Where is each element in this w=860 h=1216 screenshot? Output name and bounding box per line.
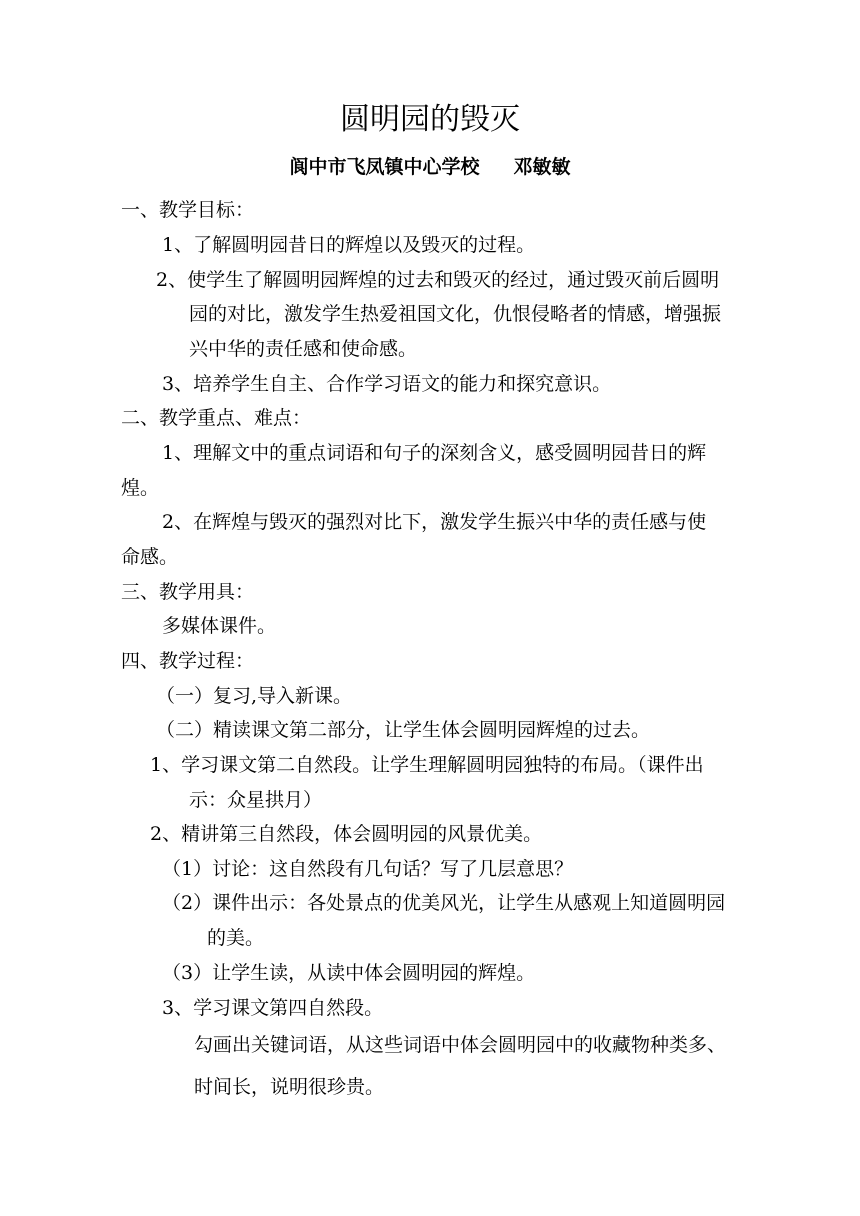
paragraph-line: 1、学习课文第二自然段。让学生理解圆明园独特的布局。（课件出 xyxy=(150,754,704,776)
paragraph-line: 园的对比，激发学生热爱祖国文化，仇恨侵略者的情感，增强振 xyxy=(189,303,722,325)
paragraph-line: 2、使学生了解圆明园辉煌的过去和毁灭的经过，通过毁灭前后圆明 xyxy=(156,269,720,291)
paragraph-line: 1、了解圆明园昔日的辉煌以及毁灭的过程。 xyxy=(162,234,536,256)
paragraph-line: 时间长，说明很珍贵。 xyxy=(194,1076,385,1098)
author-school: 阆中市飞凤镇中心学校 xyxy=(289,156,480,178)
paragraph-line: （二）精读课文第二部分，让学生体会圆明园辉煌的过去。 xyxy=(156,719,651,741)
section-heading: 四、教学过程： xyxy=(121,650,255,672)
paragraph-line: 多媒体课件。 xyxy=(162,615,277,637)
paragraph-line: （2）课件出示：各处景点的优美风光，让学生从感观上知道圆明园 xyxy=(162,892,726,914)
paragraph-line: 示：众星拱月） xyxy=(189,789,323,811)
paragraph-line: 3、学习课文第四自然段。 xyxy=(162,997,384,1019)
paragraph-line: 的美。 xyxy=(207,927,265,949)
paragraph-line: 命感。 xyxy=(121,546,179,568)
paragraph-line: （3）让学生读，从读中体会圆明园的辉煌。 xyxy=(162,962,536,984)
paragraph-line: （一）复习,导入新课。 xyxy=(156,685,353,707)
section-heading: 三、教学用具： xyxy=(121,581,255,603)
paragraph-line: 煌。 xyxy=(121,477,160,499)
paragraph-line: 3、培养学生自主、合作学习语文的能力和探究意识。 xyxy=(162,373,612,395)
author-name: 邓敏敏 xyxy=(513,156,571,178)
document-title: 圆明园的毁灭 xyxy=(340,102,520,137)
section-heading: 二、教学重点、难点： xyxy=(121,407,312,429)
paragraph-line: 勾画出关键词语，从这些词语中体会圆明园中的收藏物种类多、 xyxy=(194,1034,727,1056)
paragraph-line: 1、理解文中的重点词语和句子的深刻含义，感受圆明园昔日的辉 xyxy=(162,442,707,464)
section-heading: 一、教学目标： xyxy=(121,199,255,221)
paragraph-line: 兴中华的责任感和使命感。 xyxy=(189,338,418,360)
paragraph-line: 2、精讲第三自然段，体会圆明园的风景优美。 xyxy=(150,823,543,845)
paragraph-line: 2、在辉煌与毁灭的强烈对比下，激发学生振兴中华的责任感与使 xyxy=(162,511,707,533)
author-line xyxy=(0,154,860,180)
paragraph-line: （1）讨论：这自然段有几句话？写了几层意思？ xyxy=(162,858,574,880)
